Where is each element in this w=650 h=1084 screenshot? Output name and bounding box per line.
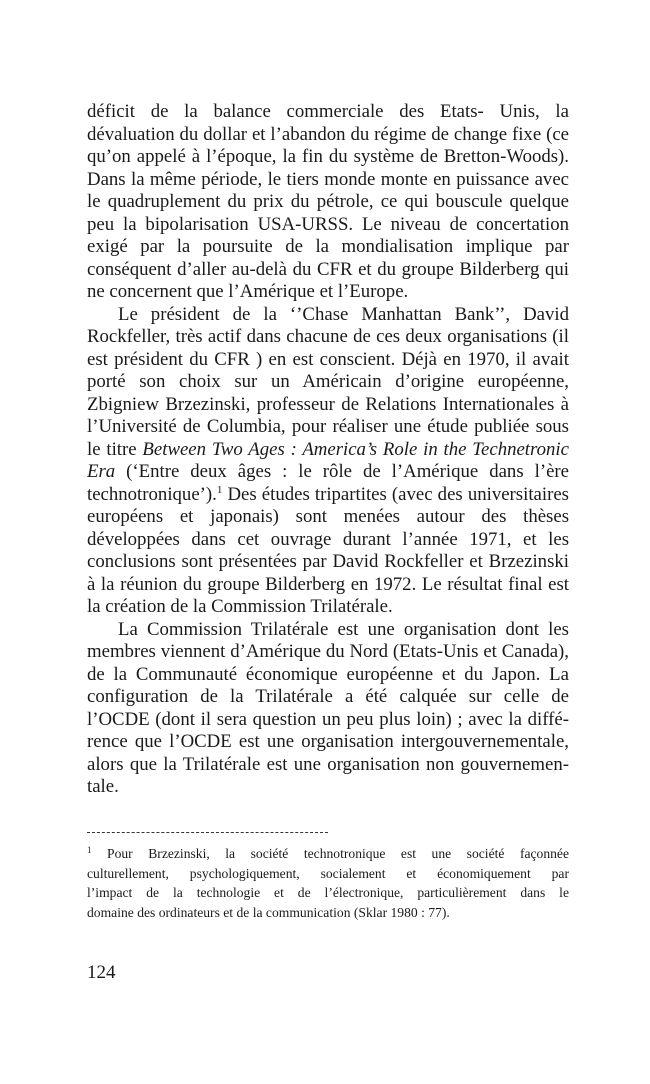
- text-line: [87, 191, 569, 214]
- text-line: [87, 349, 569, 372]
- text-line: [87, 883, 569, 903]
- paragraph: [87, 304, 569, 619]
- footnote-separator: [87, 832, 328, 833]
- italic-title: Between Two Ages : America’s Role in the Technetronic: [142, 438, 569, 460]
- text-run: la création de la Commission Trilatérale.: [87, 596, 393, 617]
- text-run: La Commission Trilatérale est une organisation dont les: [118, 618, 569, 640]
- text-run: Rockfeller, très actif dans chacune de ces deux organisations (il: [87, 326, 569, 347]
- footnote: [87, 844, 569, 922]
- text-run: conséquent d’aller au-delà du CFR et du groupe Bilderberg qui: [87, 258, 569, 280]
- text-line: [87, 619, 569, 642]
- text-run: l’OCDE (dont il sera question un peu plus loin) ; avec la diffé-: [87, 708, 569, 730]
- footnote-ref: 1: [87, 845, 92, 855]
- footnote-ref: 1: [216, 483, 223, 496]
- text-run: Des études tripartites (avec des universitaires: [222, 483, 569, 505]
- footnote-text: [87, 844, 569, 922]
- text-run: (‘Entre deux âges : le rôle de l’Amérique dans l’ère: [115, 461, 569, 482]
- text-run: ne concernent que l’Amérique et l’Europe.: [87, 281, 409, 302]
- text-line: [87, 304, 569, 327]
- text-run: qu’on appelé à l’époque, la fin du système de Bretton-Woods).: [87, 146, 569, 167]
- text-line: [87, 236, 569, 259]
- text-run: l’impact de la technologie et de l’électronique, particulièrement dans le: [87, 885, 569, 901]
- text-line: [87, 169, 569, 192]
- text-run: exigé par la poursuite de la mondialisation implique par: [87, 236, 569, 257]
- page-number: 124: [87, 962, 116, 983]
- text-run: rence que l’OCDE est une organisation intergouvernementale,: [87, 731, 569, 752]
- text-line: [87, 903, 569, 923]
- text-run: tale.: [87, 776, 119, 797]
- text-run: alors que la Trilatérale est une organisation non gouvernemen-: [87, 753, 569, 775]
- text-run: est président du CFR ) en est conscient. Déjà en 1970, il avait: [87, 348, 569, 370]
- text-line: [87, 214, 569, 237]
- text-line: [87, 461, 569, 484]
- text-run: domaine des ordinateurs et de la communication (Sklar 1980 : 77).: [87, 904, 450, 920]
- text-line: [87, 641, 569, 664]
- text-run: configuration de la Trilatérale a été calquée sur celle de: [87, 686, 569, 707]
- text-run: développées dans cet ouvrage durant l’année 1971, et les: [87, 528, 569, 550]
- text-line: [87, 281, 569, 304]
- paragraph: [87, 101, 569, 304]
- text-line: [87, 259, 569, 282]
- text-line: [87, 664, 569, 687]
- text-run: Pour Brzezinski, la société technotronique est une société façonnée: [91, 846, 569, 861]
- text-line: [87, 394, 569, 417]
- body-text: [87, 101, 569, 799]
- text-run: à la réunion du groupe Bilderberg en 1972. Le résultat final est: [87, 573, 569, 595]
- text-run: déficit de la balance commerciale des Etats- Unis, la: [87, 101, 569, 122]
- italic-title: Era: [87, 461, 116, 482]
- text-line: [87, 484, 569, 507]
- text-run: de la Communauté économique européenne et du Japon. La: [87, 663, 569, 685]
- text-run: le quadruplement du prix du pétrole, ce qui bouscule quelque: [87, 191, 569, 212]
- text-line: [87, 596, 569, 619]
- text-run: dévaluation du dollar et l’abandon du régime de change fixe (ce: [87, 123, 569, 145]
- text-line: [87, 776, 569, 799]
- text-line: [87, 844, 569, 864]
- text-line: [87, 371, 569, 394]
- text-run: culturellement, psychologiquement, socialement et économiquement par: [87, 865, 569, 881]
- text-line: [87, 864, 569, 884]
- text-run: Zbigniew Brzezinski, professeur de Relations Internationales à: [87, 393, 569, 415]
- text-run: le titre: [87, 438, 143, 460]
- text-run: membres viennent d’Amérique du Nord (Etats-Unis et Canada),: [87, 641, 569, 662]
- text-run: technotronique’).: [87, 483, 217, 505]
- paragraph: [87, 619, 569, 799]
- text-run: Dans la même période, le tiers monde monte en puissance avec: [87, 168, 569, 190]
- text-run: porté son choix sur un Américain d’origine européenne,: [87, 371, 569, 392]
- text-line: [87, 709, 569, 732]
- text-run: Le président de la ‘’Chase Manhattan Bank’’, David: [118, 303, 569, 325]
- text-line: [87, 416, 569, 439]
- text-run: européens et japonais) sont menées autour des thèses: [87, 506, 569, 527]
- text-run: peu la bipolarisation USA-URSS. Le niveau de concertation: [87, 213, 569, 235]
- text-line: [87, 146, 569, 169]
- text-line: [87, 551, 569, 574]
- text-line: [87, 754, 569, 777]
- text-line: [87, 686, 569, 709]
- text-line: [87, 439, 569, 462]
- text-line: [87, 326, 569, 349]
- text-line: [87, 506, 569, 529]
- text-line: [87, 101, 569, 124]
- text-line: [87, 124, 569, 147]
- text-line: [87, 574, 569, 597]
- text-run: l’Université de Columbia, pour réaliser une étude publiée sous: [87, 416, 569, 437]
- text-run: conclusions sont présentées par David Rockfeller et Brzezinski: [87, 551, 569, 572]
- text-line: [87, 731, 569, 754]
- text-line: [87, 529, 569, 552]
